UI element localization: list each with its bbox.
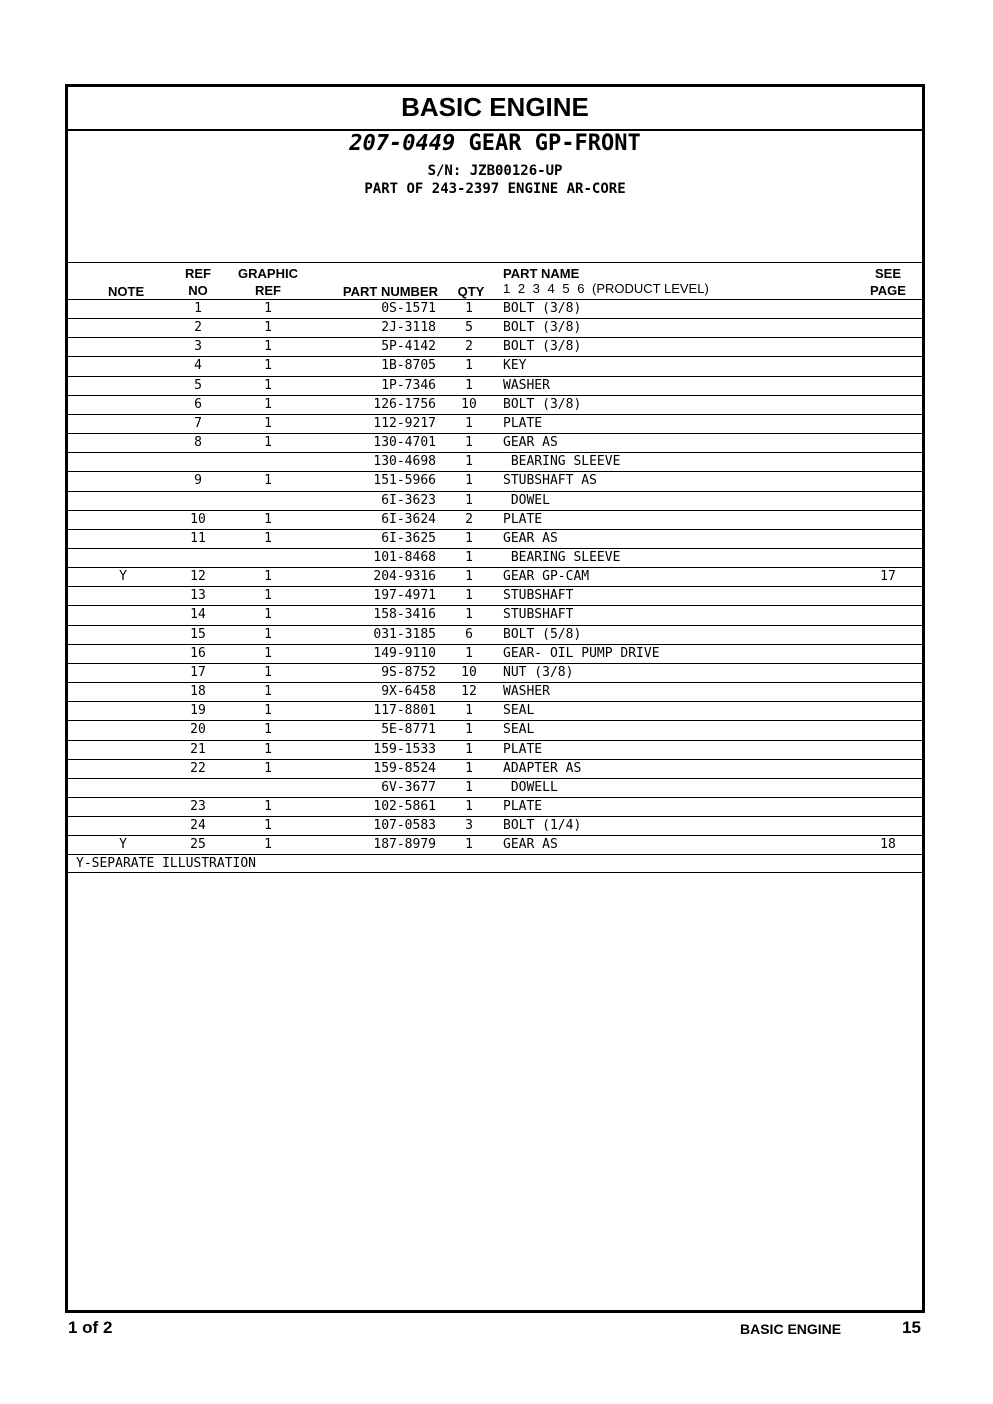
col-qty: QTY [457, 284, 485, 299]
row-part-number: 0S-1571 [381, 301, 436, 316]
row-part-name: SEAL [503, 722, 535, 738]
table-row [68, 452, 922, 471]
footer-section: BASIC ENGINE [740, 1321, 842, 1337]
col-note: NOTE [108, 284, 145, 299]
table-row [68, 663, 922, 682]
row-qty: 1 [465, 301, 473, 316]
row-qty: 1 [465, 492, 473, 508]
legend-row [68, 854, 922, 873]
row-part-name: PLATE [503, 511, 543, 527]
row-part-number: 6I-3625 [381, 530, 436, 546]
row-graphic-ref: 1 [264, 607, 272, 623]
row-ref-no: 3 [194, 339, 202, 355]
row-graphic-ref: 1 [264, 569, 272, 585]
row-ref-no: 18 [190, 684, 206, 699]
row-part-number: 1B-8705 [381, 358, 436, 374]
row-part-name: BOLT (3/8) [503, 301, 582, 316]
col-part-name: PART NAME [503, 266, 580, 281]
table-row [68, 682, 922, 701]
row-part-number: 204-9316 [373, 569, 436, 585]
row-ref-no: 22 [190, 760, 206, 776]
serial-number: S/N: JZB00126-UP [427, 163, 563, 179]
row-qty: 1 [465, 530, 473, 546]
row-qty: 10 [461, 664, 477, 680]
row-part-name: DOWELL [503, 779, 558, 795]
row-qty: 1 [465, 358, 473, 374]
row-graphic-ref: 1 [264, 435, 272, 450]
table-row [68, 510, 922, 529]
row-part-name: DOWEL [503, 492, 550, 508]
row-part-number: 102-5861 [373, 798, 436, 814]
row-part-name: BEARING SLEEVE [503, 549, 621, 565]
row-graphic-ref: 1 [264, 645, 272, 661]
page-number: 15 [902, 1318, 921, 1337]
row-graphic-ref: 1 [264, 722, 272, 738]
row-ref-no: 15 [190, 626, 206, 642]
table-row [68, 797, 922, 816]
row-ref-no: 21 [190, 741, 206, 757]
row-part-name: NUT (3/8) [503, 664, 574, 680]
row-part-number: 5E-8771 [381, 722, 436, 738]
row-ref-no: 4 [194, 358, 202, 374]
table-row [68, 816, 922, 835]
row-qty: 1 [465, 435, 473, 450]
row-part-name: BOLT (3/8) [503, 339, 582, 355]
row-graphic-ref: 1 [264, 664, 272, 680]
row-qty: 2 [465, 511, 473, 527]
row-part-number: 2J-3118 [381, 320, 436, 336]
table-row [68, 395, 922, 414]
row-part-name: KEY [503, 358, 527, 374]
row-qty: 2 [465, 339, 473, 355]
header-rule [68, 262, 922, 263]
row-qty: 12 [461, 684, 477, 699]
row-ref-no: 24 [190, 818, 206, 833]
row-qty: 1 [465, 377, 473, 393]
row-part-name: GEAR AS [503, 530, 558, 546]
row-qty: 1 [465, 722, 473, 738]
row-ref-no: 23 [190, 798, 206, 814]
row-part-name: STUBSHAFT AS [503, 473, 597, 489]
row-part-number: 159-1533 [373, 741, 436, 757]
row-graphic-ref: 1 [264, 530, 272, 546]
row-graphic-ref: 1 [264, 588, 272, 604]
row-part-number: 149-9110 [373, 645, 436, 661]
legend-text: Y-SEPARATE ILLUSTRATION [76, 856, 257, 872]
table-row [68, 414, 922, 433]
row-qty: 1 [465, 779, 473, 795]
row-graphic-ref: 1 [264, 684, 272, 699]
col-product-level: (PRODUCT LEVEL) [592, 281, 709, 296]
table-row [68, 356, 922, 375]
table-row [68, 701, 922, 720]
row-ref-no: 19 [190, 703, 206, 719]
row-graphic-ref: 1 [264, 741, 272, 757]
row-part-name: BOLT (1/4) [503, 818, 582, 833]
row-part-name: PLATE [503, 741, 543, 757]
row-part-number: 130-4698 [373, 454, 436, 470]
table-row [68, 491, 922, 510]
row-graphic-ref: 1 [264, 396, 272, 412]
table-row [68, 586, 922, 605]
row-part-name: ADAPTER AS [503, 760, 582, 776]
row-part-number: 117-8801 [373, 703, 436, 719]
row-ref-no: 2 [194, 320, 202, 336]
col-graphic-ref-top: GRAPHIC [238, 266, 298, 281]
table-row [68, 318, 922, 337]
part-of-line: PART OF 243-2397 ENGINE AR-CORE [364, 181, 626, 197]
row-part-number: 158-3416 [373, 607, 436, 623]
col-levels: 1 2 3 4 5 6 [503, 281, 587, 296]
col-see-page-top: SEE [874, 266, 901, 281]
row-graphic-ref: 1 [264, 626, 272, 642]
table-row [68, 529, 922, 548]
row-part-number: 126-1756 [373, 396, 436, 412]
row-ref-no: 16 [190, 645, 206, 661]
row-part-name: WASHER [503, 377, 550, 393]
row-qty: 1 [465, 645, 473, 661]
parts-list-frame [65, 84, 925, 1313]
col-ref-no-bottom: NO [188, 283, 208, 298]
row-graphic-ref: 1 [264, 339, 272, 355]
row-see-page: 17 [880, 569, 896, 585]
row-part-name: BOLT (3/8) [503, 396, 582, 412]
row-part-number: 107-0583 [373, 818, 436, 833]
row-part-number: 031-3185 [373, 626, 436, 642]
row-see-page: 18 [880, 837, 896, 853]
part-heading [68, 131, 922, 156]
row-part-number: 197-4971 [373, 588, 436, 604]
row-part-number: 6I-3624 [381, 511, 436, 527]
table-row [68, 548, 922, 567]
col-ref-no-top: REF [185, 266, 211, 281]
table-row [68, 835, 922, 854]
table-row [68, 605, 922, 624]
row-graphic-ref: 1 [264, 837, 272, 853]
row-part-name: STUBSHAFT [503, 588, 574, 604]
row-ref-no: 12 [190, 569, 206, 585]
table-row [68, 567, 922, 586]
row-qty: 6 [465, 626, 473, 642]
table-row [68, 720, 922, 739]
row-qty: 1 [465, 454, 473, 470]
section-title: BASIC ENGINE [68, 87, 922, 131]
row-part-name: GEAR AS [503, 837, 558, 853]
row-qty: 1 [465, 473, 473, 489]
row-ref-no: 10 [190, 511, 206, 527]
table-row [68, 759, 922, 778]
table-row [68, 471, 922, 490]
row-graphic-ref: 1 [264, 473, 272, 489]
row-qty: 10 [461, 396, 477, 412]
table-row [68, 740, 922, 759]
row-graphic-ref: 1 [264, 320, 272, 336]
row-part-name: STUBSHAFT [503, 607, 574, 623]
col-graphic-ref-bottom: REF [255, 283, 281, 298]
row-qty: 1 [465, 569, 473, 585]
row-ref-no: 7 [194, 415, 202, 431]
row-ref-no: 20 [190, 722, 206, 738]
row-part-number: 6V-3677 [381, 779, 436, 795]
row-part-number: 187-8979 [373, 837, 436, 853]
row-part-name: BOLT (3/8) [503, 320, 582, 336]
table-row [68, 337, 922, 356]
row-qty: 5 [465, 320, 473, 336]
group-part-title: GEAR GP-FRONT [468, 131, 641, 156]
row-ref-no: 5 [194, 377, 202, 393]
table-row [68, 644, 922, 663]
row-qty: 1 [465, 760, 473, 776]
row-qty: 1 [465, 798, 473, 814]
row-part-number: 151-5966 [373, 473, 436, 489]
row-note: Y [119, 837, 127, 853]
row-qty: 3 [465, 818, 473, 833]
row-ref-no: 13 [190, 588, 206, 604]
row-part-name: SEAL [503, 703, 535, 719]
row-ref-no: 1 [194, 301, 202, 316]
table-row [68, 376, 922, 395]
row-part-name: BOLT (5/8) [503, 626, 582, 642]
row-graphic-ref: 1 [264, 760, 272, 776]
row-graphic-ref: 1 [264, 358, 272, 374]
row-part-number: 130-4701 [373, 435, 436, 450]
row-graphic-ref: 1 [264, 377, 272, 393]
row-part-name: WASHER [503, 684, 550, 699]
row-ref-no: 8 [194, 435, 202, 450]
row-graphic-ref: 1 [264, 703, 272, 719]
row-ref-no: 9 [194, 473, 202, 489]
row-part-number: 101-8468 [373, 549, 436, 565]
row-ref-no: 25 [190, 837, 206, 853]
row-part-number: 9S-8752 [381, 664, 436, 680]
table-row [68, 778, 922, 797]
row-graphic-ref: 1 [264, 415, 272, 431]
row-graphic-ref: 1 [264, 798, 272, 814]
row-part-number: 9X-6458 [381, 684, 436, 699]
row-ref-no: 17 [190, 664, 206, 680]
row-qty: 1 [465, 415, 473, 431]
row-part-number: 6I-3623 [381, 492, 436, 508]
row-qty: 1 [465, 607, 473, 623]
row-ref-no: 11 [190, 530, 206, 546]
col-part-number: PART NUMBER [342, 284, 438, 299]
row-part-name: GEAR- OIL PUMP DRIVE [503, 645, 660, 661]
row-part-name: GEAR AS [503, 435, 558, 450]
row-part-number: 112-9217 [373, 415, 436, 431]
row-part-name: GEAR GP-CAM [503, 569, 590, 585]
col-see-page-bottom: PAGE [870, 283, 906, 298]
page-of: 1 of 2 [68, 1318, 113, 1337]
row-part-number: 159-8524 [373, 760, 436, 776]
row-part-number: 1P-7346 [381, 377, 436, 393]
row-qty: 1 [465, 741, 473, 757]
row-qty: 1 [465, 588, 473, 604]
row-graphic-ref: 1 [264, 818, 272, 833]
row-part-number: 5P-4142 [381, 339, 436, 355]
table-row [68, 625, 922, 644]
row-qty: 1 [465, 549, 473, 565]
group-part-number: 207-0449 [349, 131, 456, 156]
row-note: Y [119, 569, 127, 585]
row-graphic-ref: 1 [264, 301, 272, 316]
row-part-name: PLATE [503, 798, 543, 814]
row-ref-no: 14 [190, 607, 206, 623]
row-ref-no: 6 [194, 396, 202, 412]
table-row [68, 299, 922, 318]
row-part-name: BEARING SLEEVE [503, 454, 621, 470]
table-row [68, 433, 922, 452]
row-part-name: PLATE [503, 415, 543, 431]
row-qty: 1 [465, 837, 473, 853]
row-qty: 1 [465, 703, 473, 719]
row-graphic-ref: 1 [264, 511, 272, 527]
